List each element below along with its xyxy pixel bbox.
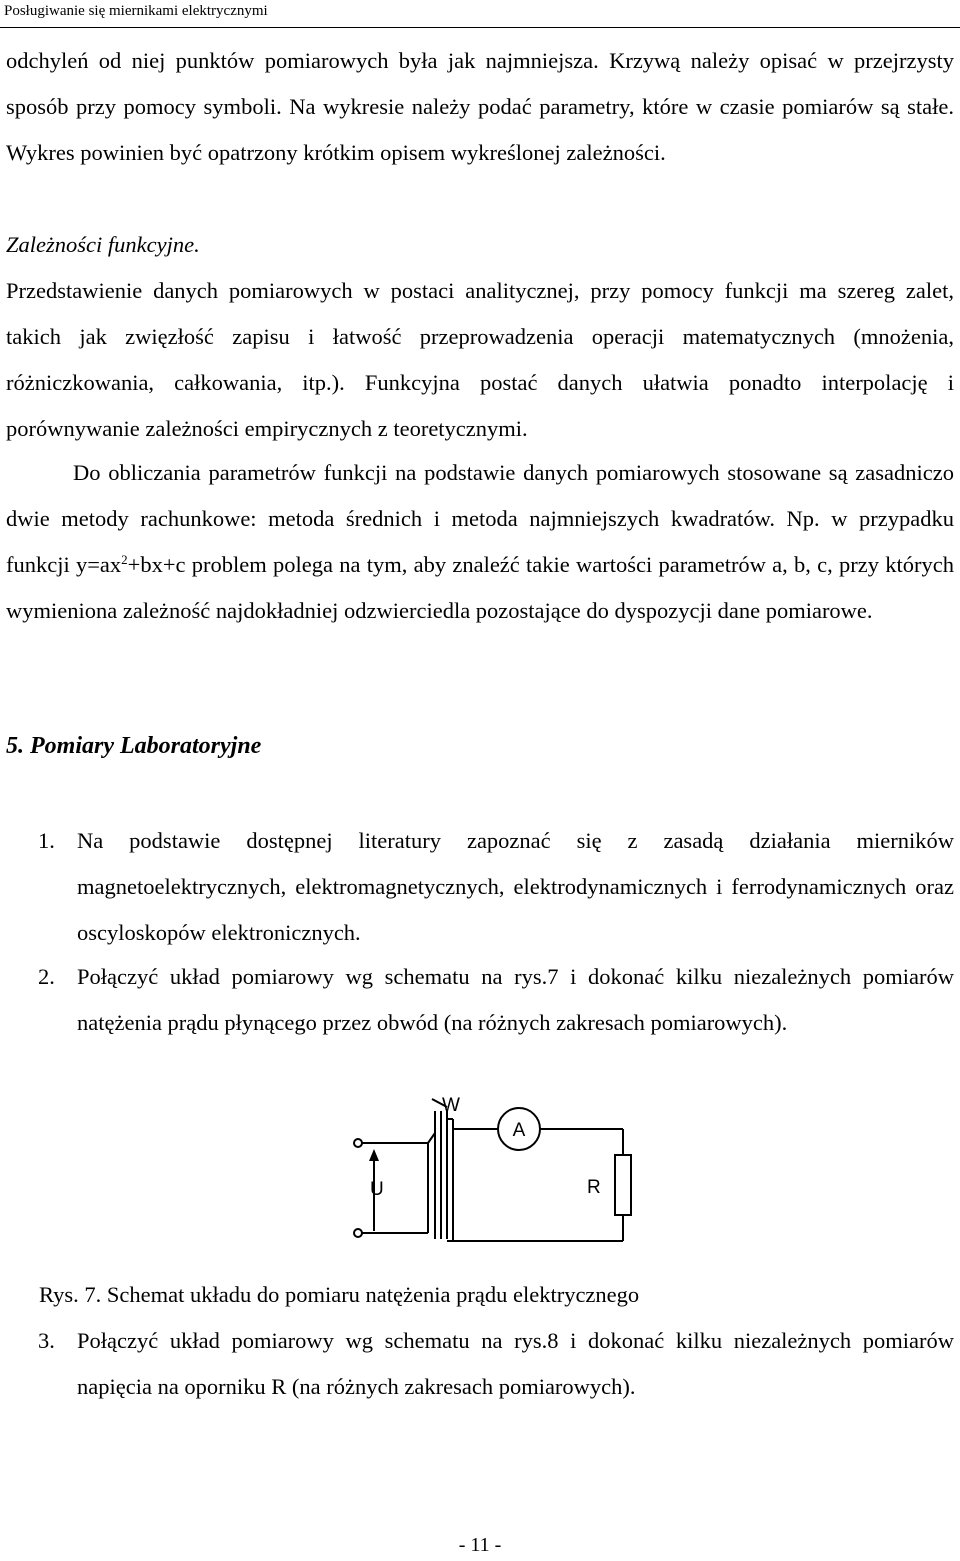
task-text: Na podstawie dostępnej literatury zapoznać się z zasadą działania mierników magnetoelektrycznych, elektromagnetycznych, elektrodynamicznych i ferrodynamicznych oraz oscyloskopów elektronicznych. — [77, 828, 954, 945]
input-terminal-bottom — [354, 1229, 362, 1237]
ammeter-label: A — [512, 1120, 526, 1141]
exponent-superscript: 2 — [121, 552, 128, 567]
fitting-text-part1: Do obliczania parametrów funkcji na podstawie danych pomiarowych stosowane są zasadniczo dwie metody rachunkowe: metoda średnich i metoda najmniejszych kwadratów. Np. w przypadku funkcji y=ax — [6, 460, 954, 577]
running-header — [0, 0, 960, 30]
resistor-symbol — [615, 1155, 631, 1215]
task-text: Połączyć układ pomiarowy wg schematu na rys.7 i dokonać kilku niezależnych pomiarów natężenia prądu płynącego przez obwód (na różnych zakresach pomiarowych). — [77, 964, 954, 1035]
task-number: 2. — [38, 964, 55, 989]
source-voltage-label: U — [370, 1179, 384, 1200]
running-title: Posługiwanie się miernikami elektrycznymi — [4, 3, 268, 19]
intro-paragraph: odchyleń od niej punktów pomiarowych była jak najmniejsza. Krzywą należy opisać w przejrzysty sposób przy pomocy symboli. Na wykresie należy podać parametry, które w czasie pomiarów są stałe. Wykres powinien być opatrzony krótkim opisem wykreślonej zależności. — [6, 48, 954, 165]
fitting-text-part2: +bx+c problem polega na tym, aby znaleźć takie wartości parametrów a, b, c, przy których wymieniona zależność najdokładniej odzwierciedla pozostające do dyspozycji dane pomiarowe. — [6, 552, 954, 623]
task-number: 1. — [38, 828, 55, 853]
section-heading-laboratory: 5. Pomiary Laboratoryjne — [6, 733, 262, 759]
input-terminal-top — [354, 1139, 362, 1147]
figure7-caption: Rys. 7. Schemat układu do pomiaru natężenia prądu elektrycznego — [39, 1282, 640, 1307]
circuit-diagram-fig7 — [340, 1095, 660, 1255]
transformer-label: W — [442, 1095, 460, 1116]
transformer-primary-coil — [428, 1111, 447, 1239]
page-number: - 11 - — [458, 1534, 502, 1556]
header-rule — [0, 27, 960, 28]
task-number: 3. — [38, 1328, 55, 1353]
resistor-label: R — [587, 1177, 601, 1198]
paragraph-fitting-methods — [6, 450, 954, 634]
subheading-functional-dependencies: Zależności funkcyjne. — [6, 232, 200, 257]
task-text: Połączyć układ pomiarowy wg schematu na rys.8 i dokonać kilku niezależnych pomiarów napięcia na oporniku R (na różnych zakresach pomiarowych). — [77, 1328, 954, 1399]
paragraph-analytic-form: Przedstawienie danych pomiarowych w postaci analitycznej, przy pomocy funkcji ma szereg zalet, takich jak zwięzłość zapisu i łatwość przeprowadzenia operacji matematycznych (mnożenia, różniczkowania, całkowania, itp.). Funkcyjna postać danych ułatwia ponadto interpolację i porównywanie zależności empirycznych z teoretycznymi. — [6, 278, 954, 441]
